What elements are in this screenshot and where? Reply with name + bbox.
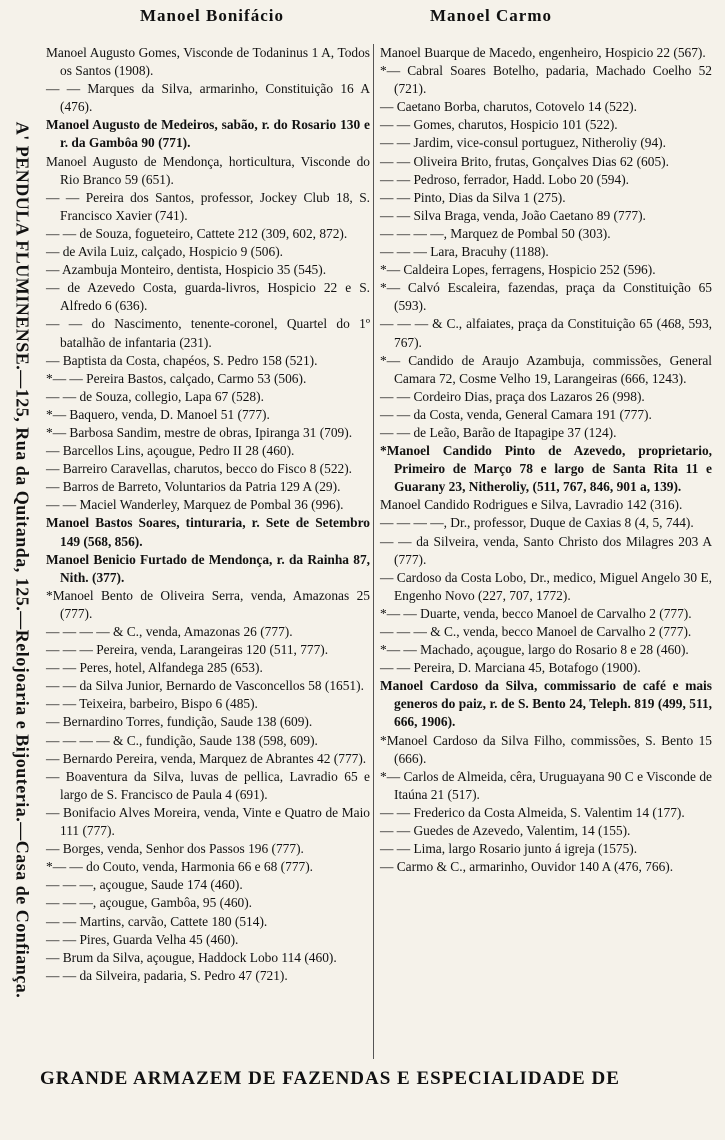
directory-entry: — — Oliveira Brito, frutas, Gonçalves Dias 62 (605). bbox=[380, 153, 669, 169]
directory-entry: — — — & C., alfaiates, praça da Constituição 65 (468, 593, 767). bbox=[380, 316, 712, 350]
directory-entry: — — Frederico da Costa Almeida, S. Valentim 14 (177). bbox=[380, 804, 685, 820]
directory-entry: — — — Pereira, venda, Larangeiras 120 (511, 777). bbox=[46, 642, 329, 658]
directory-entry: — — Jardim, vice-consul portuguez, Nitheroliy (94). bbox=[380, 135, 666, 151]
directory-entry: — — de Souza, fogueteiro, Cattete 212 (309, 602, 872). bbox=[46, 225, 348, 241]
directory-entry: — — — Lara, Bracuhy (1188). bbox=[380, 244, 549, 260]
directory-entry: — Borges, venda, Senhor dos Passos 196 (777). bbox=[46, 841, 304, 857]
column-divider bbox=[373, 44, 374, 1059]
footer-advertisement: GRANDE ARMAZEM DE FAZENDAS E ESPECIALIDADE DE bbox=[40, 1068, 620, 1089]
directory-entry: — de Avila Luiz, calçado, Hospicio 9 (506). bbox=[46, 244, 283, 260]
directory-entry: *— Carlos de Almeida, cêra, Uruguayana 90 C e Visconde de Itaúna 21 (517). bbox=[380, 768, 712, 802]
directory-entry: — — de Leão, Barão de Itapagipe 37 (124). bbox=[380, 424, 617, 440]
directory-entry: — — Pereira dos Santos, professor, Jockey Club 18, S. Francisco Xavier (741). bbox=[46, 189, 370, 223]
directory-entry: *— Cabral Soares Botelho, padaria, Machado Coelho 52 (721). bbox=[380, 63, 712, 97]
directory-entry: — Caetano Borba, charutos, Cotovelo 14 (522). bbox=[380, 99, 637, 115]
directory-entry: — — Cordeiro Dias, praça dos Lazaros 26 (998). bbox=[380, 388, 645, 404]
directory-entry: — — Peres, hotel, Alfandega 285 (653). bbox=[46, 660, 263, 676]
directory-entry: — — Marques da Silva, armarinho, Constituição 16 A (476). bbox=[46, 81, 370, 115]
side-advertisement bbox=[2, 40, 42, 1090]
directory-entry: Manoel Benicio Furtado de Mendonça, r. da Rainha 87, Nith. (377). bbox=[46, 551, 370, 585]
directory-entry: Manoel Bastos Soares, tinturaria, r. Sete de Setembro 149 (568, 856). bbox=[46, 515, 370, 549]
directory-entry: Manoel Candido Rodrigues e Silva, Lavradio 142 (316). bbox=[380, 497, 683, 513]
directory-entry: — Brum da Silva, açougue, Haddock Lobo 114 (460). bbox=[46, 949, 337, 965]
directory-entry: — de Azevedo Costa, guarda-livros, Hospicio 22 e S. Alfredo 6 (636). bbox=[46, 280, 370, 314]
directory-entry: — — da Silva Junior, Bernardo de Vasconcellos 58 (1651). bbox=[46, 678, 364, 694]
directory-entry: — — Pinto, Dias da Silva 1 (275). bbox=[380, 189, 566, 205]
running-header bbox=[60, 0, 720, 30]
directory-entry: — Bernardino Torres, fundição, Saude 138 (609). bbox=[46, 714, 313, 730]
directory-entry: Manoel Augusto de Medeiros, sabão, r. do Rosario 130 e r. da Gambôa 90 (771). bbox=[46, 117, 370, 151]
directory-entry: — Cardoso da Costa Lobo, Dr., medico, Miguel Angelo 30 E, Engenho Novo (227, 707, 1772). bbox=[380, 569, 712, 603]
directory-entry: — — — & C., venda, becco Manoel de Carvalho 2 (777). bbox=[380, 624, 692, 639]
directory-entry: — — da Silveira, padaria, S. Pedro 47 (721). bbox=[46, 967, 288, 983]
directory-entry: — — Guedes de Azevedo, Valentim, 14 (155). bbox=[380, 823, 631, 839]
left-column bbox=[46, 44, 370, 985]
directory-entry: — Barreiro Caravellas, charutos, becco do Fisco 8 (522). bbox=[46, 461, 353, 477]
directory-entry: — — Pedroso, ferrador, Hadd. Lobo 20 (594). bbox=[380, 171, 629, 187]
directory-entry: — Baptista da Costa, chapéos, S. Pedro 158 (521). bbox=[46, 352, 318, 368]
directory-entry: — — da Costa, venda, General Camara 191 (777). bbox=[380, 406, 652, 422]
header-right: Manoel Carmo bbox=[430, 6, 553, 25]
directory-entry: *— — Duarte, venda, becco Manoel de Carvalho 2 (777). bbox=[380, 605, 692, 621]
directory-entry: — Azambuja Monteiro, dentista, Hospicio 35 (545). bbox=[46, 262, 327, 278]
directory-entry: — — — —, Marquez de Pombal 50 (303). bbox=[380, 225, 611, 241]
side-advertisement-text: A' PENDULA FLUMINENSE.—125, Rua da Quitanda, 125.—Relojoaria e Bijouteria.—Casa de Confiança. bbox=[12, 121, 33, 999]
directory-entry: — — —, açougue, Gambôa, 95 (460). bbox=[46, 895, 253, 911]
directory-entry: *Manoel Candido Pinto de Azevedo, proprietario, Primeiro de Março 78 e largo de Santa Rita 11 e Guarany 23, Nitheroliy, (511, 767, 846, 901 a, 139). bbox=[380, 443, 712, 495]
directory-entry: — — — — & C., venda, Amazonas 26 (777). bbox=[46, 624, 293, 639]
directory-entry: — — Pires, Guarda Velha 45 (460). bbox=[46, 931, 239, 947]
directory-entry: *— Baquero, venda, D. Manoel 51 (777). bbox=[46, 406, 270, 422]
directory-entry: *— Barbosa Sandim, mestre de obras, Ipiranga 31 (709). bbox=[46, 424, 353, 440]
directory-entry: *Manoel Bento de Oliveira Serra, venda, Amazonas 25 (777). bbox=[46, 587, 370, 621]
directory-entry: — Barcellos Lins, açougue, Pedro II 28 (460). bbox=[46, 443, 295, 459]
directory-entry: Manoel Augusto de Mendonça, horticultura, Visconde do Rio Branco 59 (651). bbox=[46, 153, 370, 187]
directory-entry: — — Pereira, D. Marciana 45, Botafogo (1900). bbox=[380, 660, 641, 676]
directory-entry: — Carmo & C., armarinho, Ouvidor 140 A (476, 766). bbox=[380, 859, 674, 875]
directory-entry: *— Caldeira Lopes, ferragens, Hospicio 252 (596). bbox=[380, 262, 656, 278]
directory-entry: — — Silva Braga, venda, João Caetano 89 (777). bbox=[380, 207, 646, 223]
directory-entry: — — — —, Dr., professor, Duque de Caxias 8 (4, 5, 744). bbox=[380, 515, 694, 531]
directory-entry: — — de Souza, collegio, Lapa 67 (528). bbox=[46, 388, 264, 404]
directory-entry: *— — do Couto, venda, Harmonia 66 e 68 (777). bbox=[46, 859, 314, 875]
directory-entry: *— — Pereira Bastos, calçado, Carmo 53 (506). bbox=[46, 370, 307, 386]
directory-entry: — — Lima, largo Rosario junto á igreja (1575). bbox=[380, 841, 638, 857]
directory-entry: — — da Silveira, venda, Santo Christo dos Milagres 203 A (777). bbox=[380, 533, 712, 567]
directory-entry: *— Calvó Escaleira, fazendas, praça da Constituição 65 (593). bbox=[380, 280, 712, 314]
directory-entry: — — —, açougue, Saude 174 (460). bbox=[46, 877, 243, 893]
directory-entry: Manoel Augusto Gomes, Visconde de Todaninus 1 A, Todos os Santos (1908). bbox=[46, 45, 370, 79]
directory-entry: Manoel Cardoso da Silva, commissario de café e mais generos do paiz, r. de S. Bento 24, Teleph. 819 (499, 511, 666, 1906). bbox=[380, 678, 712, 730]
right-column bbox=[380, 44, 712, 876]
directory-entry: — Boaventura da Silva, luvas de pellica, Lavradio 65 e largo de S. Francisco de Paula 4 (691). bbox=[46, 768, 370, 802]
directory-entry: — — Martins, carvão, Cattete 180 (514). bbox=[46, 913, 268, 929]
directory-entry: — — Gomes, charutos, Hospicio 101 (522). bbox=[380, 117, 618, 133]
directory-entry: — Bernardo Pereira, venda, Marquez de Abrantes 42 (777). bbox=[46, 750, 367, 766]
header-left: Manoel Bonifácio bbox=[140, 6, 284, 25]
directory-entry: Manoel Buarque de Macedo, engenheiro, Hospicio 22 (567). bbox=[380, 45, 706, 60]
directory-entry: — — do Nascimento, tenente-coronel, Quartel do 1º batalhão de infantaria (231). bbox=[46, 316, 370, 350]
directory-entry: *— — Machado, açougue, largo do Rosario 8 e 28 (460). bbox=[380, 642, 689, 658]
directory-entry: — — Teixeira, barbeiro, Bispo 6 (485). bbox=[46, 696, 258, 712]
directory-entry: — — Maciel Wanderley, Marquez de Pombal 36 (996). bbox=[46, 497, 344, 513]
directory-entry: *Manoel Cardoso da Silva Filho, commissões, S. Bento 15 (666). bbox=[380, 732, 712, 766]
directory-entry: — Bonifacio Alves Moreira, venda, Vinte e Quatro de Maio 111 (777). bbox=[46, 804, 370, 839]
directory-entry: — — — — & C., fundição, Saude 138 (598, 609). bbox=[46, 732, 318, 748]
directory-entry: *— Candido de Araujo Azambuja, commissões, General Camara 72, Cosme Velho 19, Larangeiras (666, 1243). bbox=[380, 352, 712, 386]
directory-entry: — Barros de Barreto, Voluntarios da Patria 129 A (29). bbox=[46, 479, 341, 495]
